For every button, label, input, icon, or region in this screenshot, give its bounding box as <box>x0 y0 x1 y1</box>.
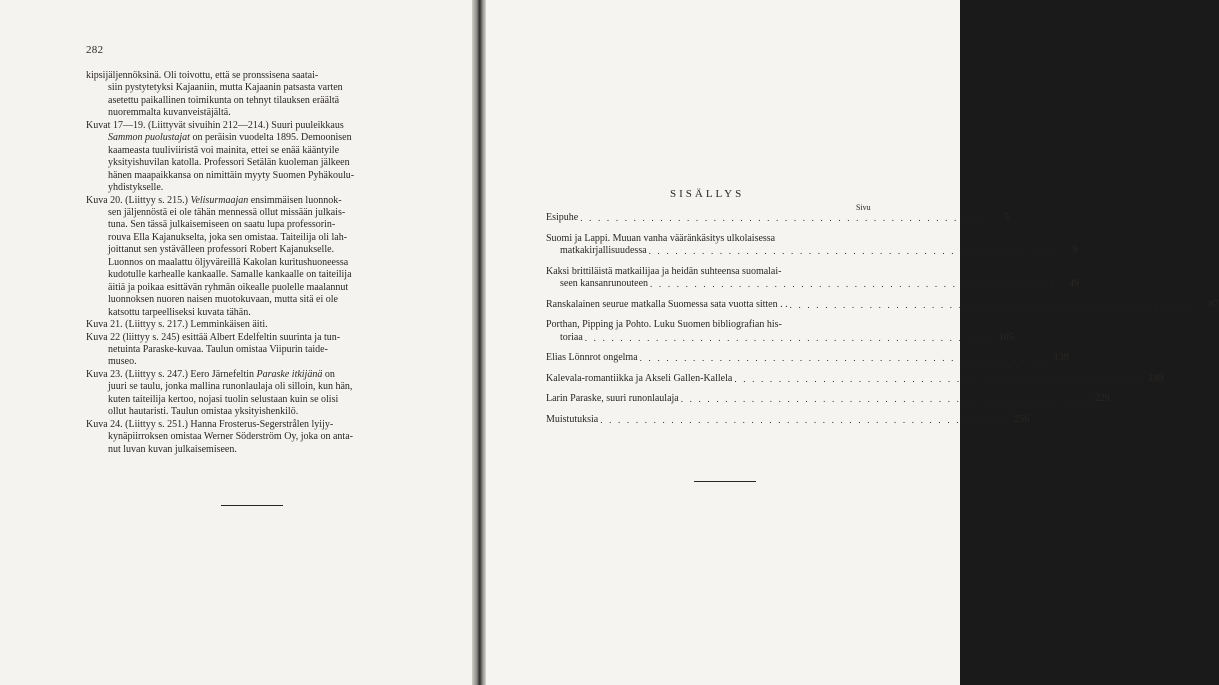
toc-leader-dots: . . . . . . . . . . . . . . . . . . . . . . . . . . . . . . . . . . . . . . . . . . . . . . <box>580 213 986 223</box>
toc-item-page: 139 <box>1053 352 1069 363</box>
toc-item-title: Kalevala-romantiikka ja Akseli Gallen-Kallela <box>546 372 733 384</box>
left-page <box>0 0 472 685</box>
figure-notes <box>86 70 391 456</box>
toc-item[interactable] <box>546 352 1069 365</box>
note-line: kynäpiirroksen omistaa Werner Söderström Oy, joka on anta- <box>108 431 353 443</box>
toc-item-page: 256 <box>1014 413 1030 425</box>
note-line: luonnoksen nuoren naisen muotokuvaan, mutta sitä ei ole <box>108 294 338 306</box>
note-line: nut luvan kuvan julkaisemiseen. <box>108 443 237 455</box>
note-entry <box>86 120 391 195</box>
note-line: Kuva 20. (Liittyy s. 215.) Velisurmaajan ensimmäisen luonnok- <box>86 194 342 206</box>
toc-item-title: Ranskalainen seurue matkalla Suomessa sata vuotta sitten . . <box>546 298 788 310</box>
note-line: Luonnos on maalattu öljyväreillä Kakolan kuritushuoneessa <box>108 256 349 268</box>
toc-item-title: matkakirjallisuudessa <box>560 245 647 256</box>
note-line: Kuva 22 (liittyy s. 245) esittää Albert Edelfeltin suurinta ja tun- <box>86 331 341 343</box>
toc-leader-dots: . . . . . . . . . . . . . . . . . . . . . . . . . . . . . . . . . . . . . . . . . . . . . . <box>639 353 1045 363</box>
note-line: Sammon puolustajat on peräisin vuodelta 1895. Demoonisen <box>108 132 352 144</box>
note-line: asetettu paikallinen toimikunta on tehnyt tilauksen eräältä <box>108 94 340 106</box>
toc-item-title: Kaksi brittiläistä matkailijaa ja heidän suhteensa suomalai- <box>546 265 782 277</box>
note-line: kuten taiteilija kertoo, nojasi tuolin selustaan kuin se olisi <box>108 393 339 405</box>
toc-item-title: Porthan, Pipping ja Pohto. Luku Suomen bibliografian his- <box>546 319 782 330</box>
toc-item[interactable] <box>546 298 1219 312</box>
toc-item[interactable] <box>546 393 1110 406</box>
toc-item-title: Elias Lönnrot ongelma <box>546 352 638 363</box>
note-line: ollut hautaristi. Taulun omistaa yksityishenkilö. <box>108 406 299 418</box>
note-line: sen jäljennöstä ei ole tähän mennessä ollut missään julkais- <box>108 206 346 218</box>
note-line: hänen maapaikkansa on nimittäin myyty Suomen Pyhäkoulu- <box>108 169 355 181</box>
toc-item[interactable] <box>546 372 1164 386</box>
note-line: kaameasta tuuliviiristä voi mainita, ettei se enää kääntyile <box>108 144 340 156</box>
note-line: kudotulle karhealle kankaalle. Samalle kankaalle on taiteilija <box>108 269 352 281</box>
note-line: joittanut sen ystävälleen professori Robert Kajanukselle. <box>108 244 335 256</box>
toc-leader-dots: . . . . . . . . . . . . . . . . . . . . . . . . . . . . . . . . . . . . . . . . . . . . . . <box>650 279 1055 289</box>
toc-item-title: seen kansanrunouteen <box>560 278 649 289</box>
toc-leader-dots: . . . . . . . . . . . . . . . . . . . . . . . . . . . . . . . . . . . . . . . . . . . . . . <box>648 246 1054 256</box>
toc-page-column-label: Sivu <box>856 203 871 212</box>
toc-item[interactable] <box>546 212 1010 225</box>
note-line: tuna. Sen tässä julkaisemiseen on saatu lupa professorin- <box>108 219 336 231</box>
toc-item-title: Muistutuksia <box>546 413 599 425</box>
note-line: siin pystytetyksi Kajaaniin, mutta Kajaanin patsasta varten <box>108 82 343 94</box>
note-line: yhdistykselle. <box>108 182 164 194</box>
toc-item-page: 87 <box>1208 298 1219 310</box>
note-entry <box>86 195 391 320</box>
note-line: juuri se taulu, jonka mallina runonlaulaja oli silloin, kun hän, <box>108 381 353 393</box>
left-footer-rule <box>221 505 283 506</box>
toc-item-page: 49 <box>1068 278 1079 289</box>
toc-item-title: Suomi ja Lappi. Muuan vanha vääränkäsitys ulkolaisessa <box>546 232 776 244</box>
note-line: katsottu tarpeelliseksi kuvata tähän. <box>108 306 251 318</box>
page-number: 282 <box>86 44 104 56</box>
note-entry <box>86 369 391 419</box>
note-line: Kuvat 17—19. (Liittyvät sivuihin 212—214.) Suuri puuleikkaus <box>86 119 344 131</box>
toc-item-page: 229 <box>1094 393 1110 404</box>
table-of-contents <box>546 212 1219 434</box>
note-entry <box>86 332 391 369</box>
toc-leader-dots: . . . . . . . . . . . . . . . . . . . . . . . . . . . . . . . . . . . . . . . . . . . . . . <box>600 414 1006 425</box>
note-entry <box>86 419 391 456</box>
note-line: Kuva 23. (Liittyy s. 247.) Eero Järnefeltin Paraske itkijänä on <box>86 368 335 380</box>
toc-item[interactable] <box>546 319 1014 344</box>
toc-item-page: 105 <box>998 331 1014 343</box>
toc-item-title: Esipuhe <box>546 212 579 223</box>
toc-item[interactable] <box>546 265 1079 291</box>
note-line: yksityishuvilan katolla. Professori Setälän kuoleman jälkeen <box>108 157 350 169</box>
right-footer-rule <box>694 481 756 482</box>
toc-item-page: 9 <box>1072 245 1078 256</box>
toc-leader-dots: . . . . . . . . . . . . . . . . . . . . . . . . . . . . . . . . . . . . . . . . . . . . . . <box>680 394 1086 404</box>
note-line: rouva Ella Kajanukselta, joka sen omistaa. Taiteilija oli lah- <box>108 231 348 243</box>
note-line: kipsijäljennöksinä. Oli toivottu, että se pronssisena saatai- <box>86 70 319 81</box>
toc-item-title: Larin Paraske, suuri runonlaulaja <box>546 393 679 404</box>
toc-item[interactable] <box>546 232 1078 258</box>
toc-item-page: 189 <box>1148 372 1164 384</box>
note-entry <box>86 70 391 120</box>
toc-item[interactable] <box>546 413 1030 427</box>
note-entry <box>86 319 391 331</box>
note-line: Kuva 24. (Liittyy s. 251.) Hanna Frosterus-Segerstrålen lyijy- <box>86 418 334 430</box>
book-gutter <box>472 0 486 685</box>
toc-leader-dots: . . . . . . . . . . . . . . . . . . . . . . . . . . . . . . . . . . . . . . . . . . . . . . <box>584 332 990 343</box>
toc-leader-dots: . . . . . . . . . . . . . . . . . . . . . . . . . . . . . . . . . . . . . . . . . . . . . . <box>734 373 1140 384</box>
note-line: Kuva 21. (Liittyy s. 217.) Lemminkäisen äiti. <box>86 319 268 331</box>
note-line: nuoremmalta kuvanveistäjältä. <box>108 107 231 119</box>
toc-item-page: 5 <box>1004 212 1010 223</box>
note-line: netuinta Paraske-kuvaa. Taulun omistaa Viipurin taide- <box>108 343 328 355</box>
toc-item-title: toriaa <box>560 331 583 343</box>
toc-title: SISÄLLYS <box>670 188 745 200</box>
toc-leader-dots: . . . . . . . . . . . . . . . . . . . . . . . . . . . . . . . . . . . . . . . . . . . . . . <box>789 299 1195 310</box>
note-line: museo. <box>108 356 137 368</box>
note-line: äitiä ja poikaa esittävän ryhmän oikealle puolelle maalannut <box>108 281 349 293</box>
